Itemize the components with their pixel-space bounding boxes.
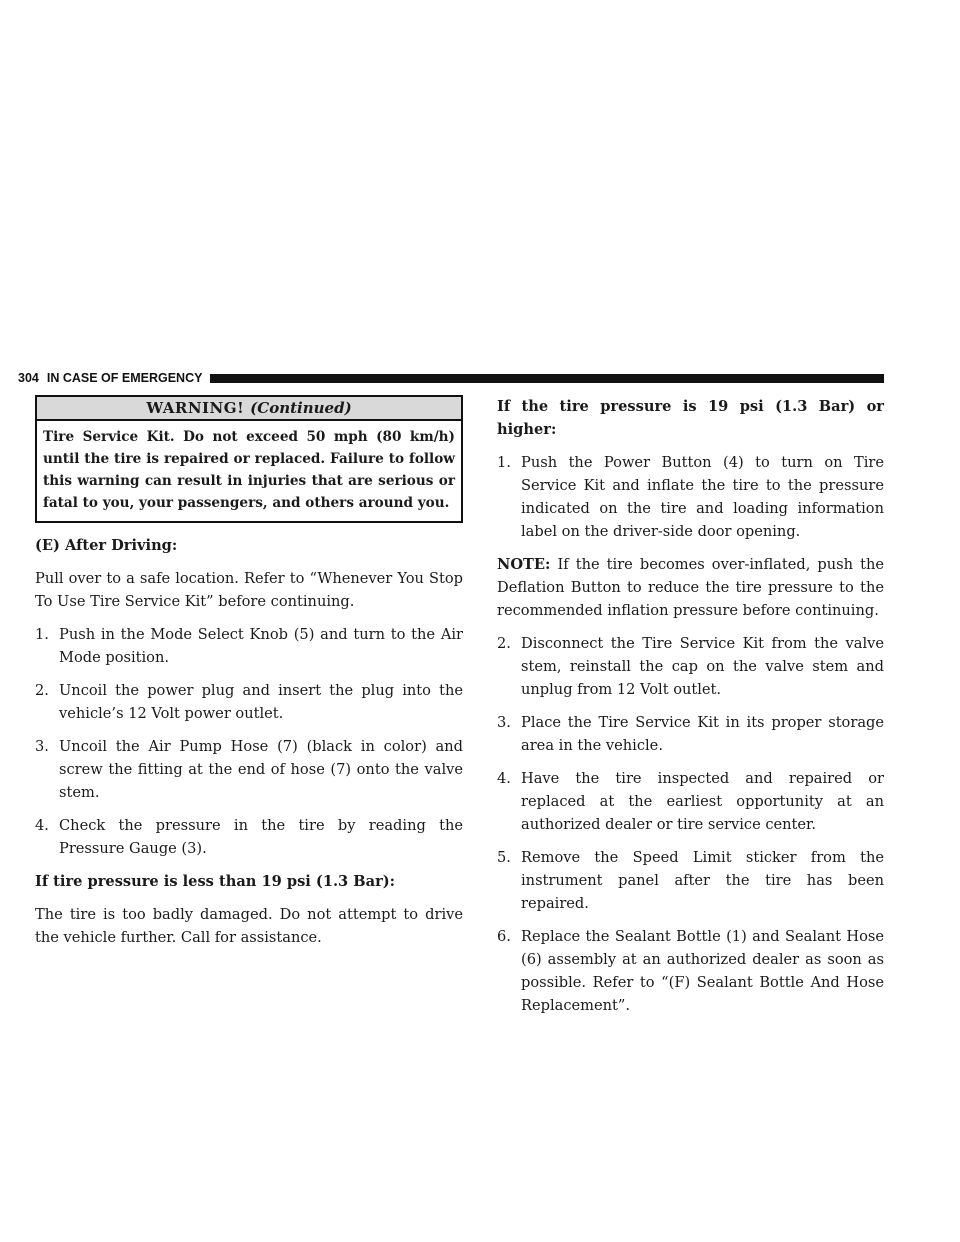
after-driving-heading: (E) After Driving: [35, 537, 178, 554]
list-item: 1. Push the Power Button (4) to turn on Tire Service Kit and inflate the tire to the pressure indicated on the tire and loading information label on the driver-side door opening. [497, 454, 884, 540]
list-item: 4. Have the tire inspected and repaired or replaced at the earliest opportunity at an authorized dealer or tire service center. [497, 770, 884, 833]
low-pressure-text: The tire is too badly damaged. Do not attempt to drive the vehicle further. Call for assistance. [35, 906, 463, 946]
header-rule [210, 374, 884, 383]
section-title: IN CASE OF EMERGENCY [46, 371, 203, 385]
list-item: 3. Uncoil the Air Pump Hose (7) (black in color) and screw the fitting at the end of hose (7) onto the valve stem. [35, 738, 463, 801]
list-item: 1. Push in the Mode Select Knob (5) and turn to the Air Mode position. [35, 626, 463, 666]
list-item: 2. Disconnect the Tire Service Kit from the valve stem, reinstall the cap on the valve stem and unplug from 12 Volt outlet. [497, 635, 884, 698]
note-paragraph [497, 553, 884, 622]
list-item: 6. Replace the Sealant Bottle (1) and Sealant Hose (6) assembly at an authorized dealer as soon as possible. Refer to “(F) Sealant Bottle And Hose Replacement”. [497, 928, 884, 1014]
list-item: 2. Uncoil the power plug and insert the plug into the vehicle’s 12 Volt power outlet. [35, 682, 463, 722]
list-item: 3. Place the Tire Service Kit in its proper storage area in the vehicle. [497, 714, 884, 754]
warning-body: Tire Service Kit. Do not exceed 50 mph (80 km/h) until the tire is repaired or replaced. Failure to follow this warning can result in injuries that are serious or fatal to you, your passengers, and others around you. [43, 429, 455, 511]
warning-continued: (Continued) [250, 399, 352, 417]
after-driving-intro: Pull over to a safe location. Refer to “Whenever You Stop To Use Tire Service Kit” before continuing. [35, 570, 463, 610]
warning-box [35, 395, 463, 523]
note-label: NOTE: [497, 556, 551, 573]
page-header [18, 370, 884, 386]
pressure-ok-heading: If the tire pressure is 19 psi (1.3 Bar) or higher: [497, 398, 884, 438]
warning-title: WARNING! [146, 399, 245, 417]
list-item: 4. Check the pressure in the tire by reading the Pressure Gauge (3). [35, 817, 463, 857]
right-column [497, 395, 884, 1027]
warning-header [37, 397, 461, 421]
low-pressure-heading: If tire pressure is less than 19 psi (1.3 Bar): [35, 873, 396, 890]
note-text: If the tire becomes over-inflated, push the Deflation Button to reduce the tire pressure to the recommended inflation pressure before continuing. [497, 556, 884, 619]
list-item: 5. Remove the Speed Limit sticker from the instrument panel after the tire has been repaired. [497, 849, 884, 912]
left-column [35, 395, 463, 959]
page-number: 304 [18, 371, 39, 385]
